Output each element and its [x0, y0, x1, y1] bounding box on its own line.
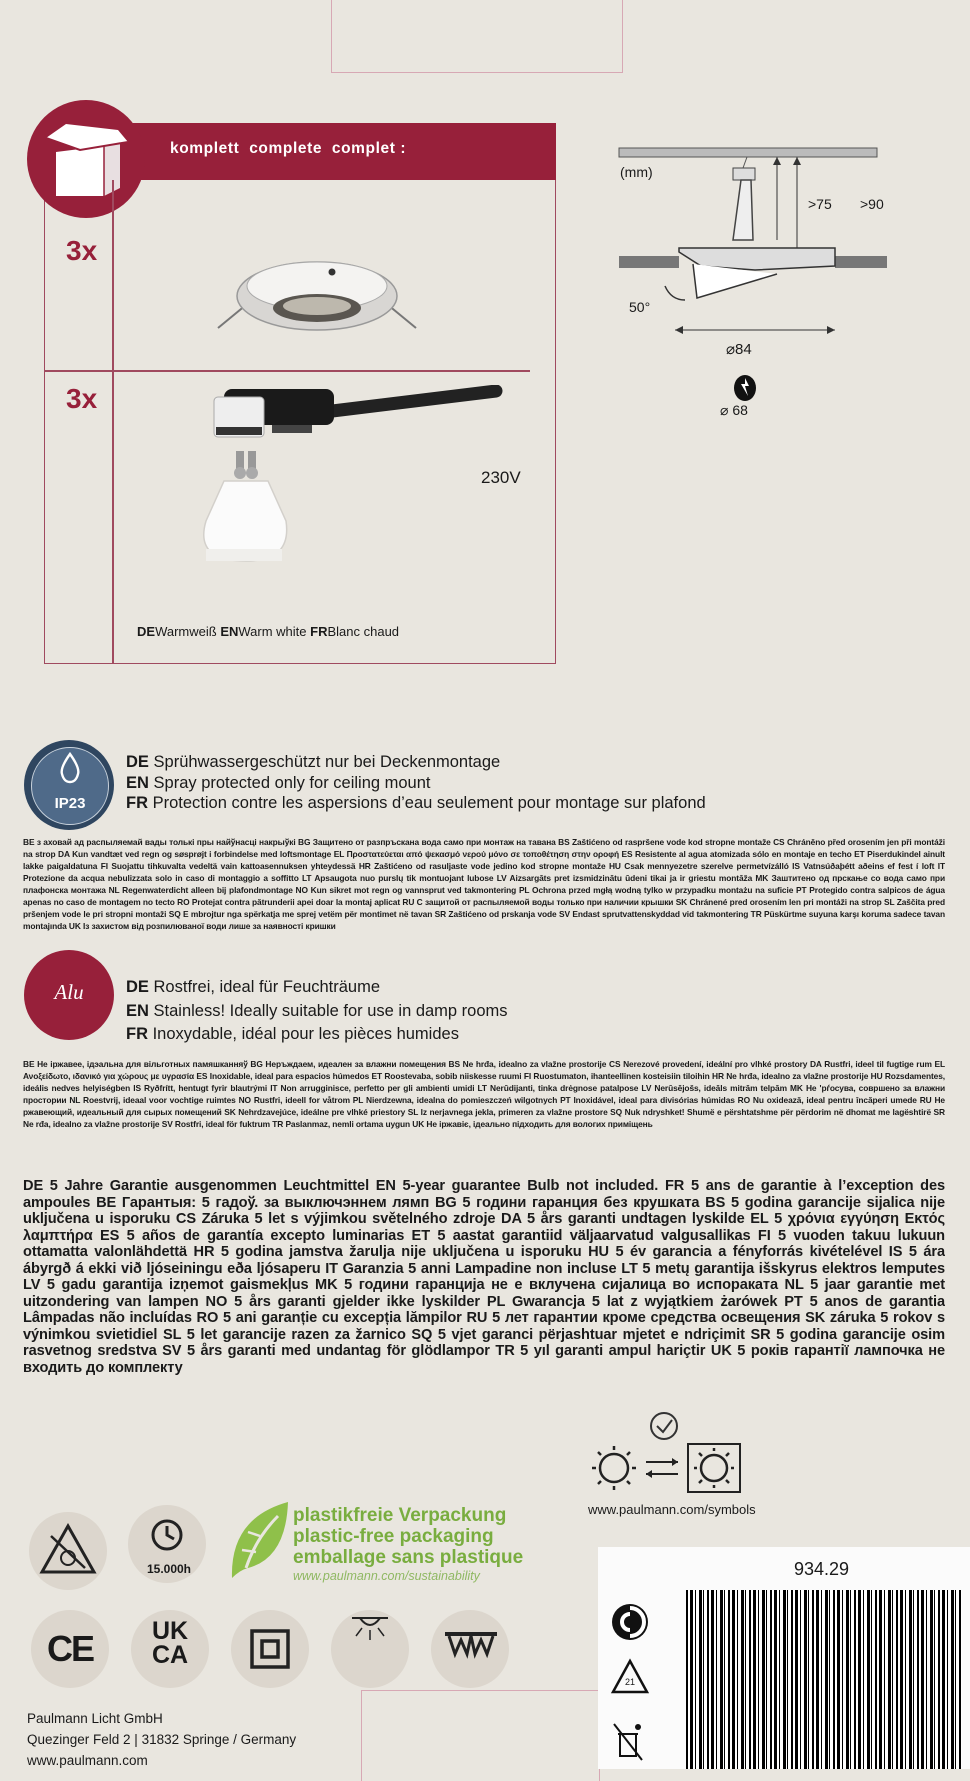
- diameter-label: ⌀84: [726, 341, 752, 358]
- lang-code: DE: [126, 753, 149, 771]
- lifetime-label: 15.000h: [146, 1562, 192, 1576]
- ip23-lines: [126, 752, 706, 814]
- ip23-text: Protection contre les aspersions d’eau seulement pour montage sur plafond: [152, 794, 706, 812]
- alu-text: Stainless! Ideally suitable for use in damp rooms: [153, 1001, 508, 1020]
- barcode: [686, 1590, 962, 1769]
- eco-line-en: plastic-free packaging: [293, 1526, 494, 1547]
- connector-lamp-image: [196, 385, 506, 575]
- tilt-angle-label: 50°: [629, 299, 651, 315]
- ukca-line-1: UK: [151, 1617, 189, 1645]
- guarantee-text: DE 5 Jahre Garantie ausgenommen Leuchtmittel EN 5-year guarantee Bulb not included. FR 5 ans de garantie à l’exception des ampoules BE Гарантыя: 5 гадоў. за выключэннем лямп BG 5 години гаранция без крушката BS 5 godina garancije sijalica nije uključena u isporuku CS Záruka 5 let s výjimkou světelného zdroje DA 5 års garanti undtagen lyskilde EL 5 χρόνια εγγύηση Εκτός λαμπτήρα ES 5 años de garantía excepto luminarias ET 5 aastat garantiid väljaarvatud valgusallikas FI 5 vuoden takuu lukuun ottamatta valonlähdettä HR 5 godina jamstva žarulja nije uključena u isporuku HU 5 év garancia a fényforrás kivételével IS 5 ára ábyrgð á ekki við ljóseiningu eða ljósaperu IT Garanzia 5 anni Lampadine non incluse LT 5 metų garantija išskyrus elektros lemputes LV 5 gadu garantija izņemot gaismekļus MK 5 години гаранција не е вклучена сијалица во испораката NL 5 jaar garantie met uitzondering van lampen NO 5 års garanti gjelder ikke lyskilder PL Gwarancja 5 lat z wyjątkiem żarówek PT 5 anos de garantia Lâmpadas não incluídas RO 5 ani garanție cu excepția lămpilor RU 5 лет гарантии кроме средства освещения SK záruka 5 rokov s výnimkou svietidiel SL 5 let garancije razen za žarnico SQ 5 vjet garanci përjashtuar mjetet e ndriçimit SR 5 godina garancije osim rasvetnog sredstva SV 5 års garanti med undantag för glödlampor TR 5 yıl garanti ampul hariçtir UK 5 років гарантії лампочка не входить до комплекту: [23, 1178, 945, 1376]
- color-temperature-line: [137, 624, 399, 639]
- ip23-text: Sprühwassergeschützt nur bei Deckenmontage: [153, 753, 501, 771]
- voltage-label: 230V: [481, 468, 521, 487]
- lang-code: DE: [126, 978, 149, 996]
- unit-label: (mm): [620, 164, 653, 180]
- alu-translations: BE Не іржавее, ідэальна для вільготных памяшканняў BG Неръждаем, идеален за влажни помещения BS Ne hrđa, idealno za vlažne prostorije CS Nerezové provedení, ideální pro vlhké prostory DA Rustfri, ideel til fugtige rum EL Ανοξείδωτο, ιδανικό για χώρους με υγρασία ES Inoxidable, ideal para espacios húmedos ET Roostevaba, sobib niiskesse ruumi FI Ruostumaton, ihanteellinen kosteisiin tiloihin HR Ne hrđa, idealno za vlažne prostorije HU Rozsdamentes, ideális nedves helyiségben IS Ryðfrítt, hentugt fyrir blautrými IT Non arrugginisce, perfetto per gli ambienti umidi LT Nerūdijanti, tinka drėgnose patalpose LV Nerūsējošs, ideāls mitrām telpām MK Не 'рѓосува, совршено за влажни простории NL Roestvrij, ideaal voor vochtige ruimtes NO Rustfri, ideell for våtrom PL Nierdzewna, idealna do pomieszczeń wilgotnych PT Inoxidável, ideal para divisórias húmidas RO Nu oxidează, ideal pentru încăperi umede RU Не ржавеющий, идеальный для сырых помещений SK Nehrdzavejúce, ideálne pre vlhké priestory SL Iz nerjavnega jekla, primeren za vlažne prostore SQ Nuk ndryshket! Shumë e përshtatshme për përdorim në dhomat me lagështirë SR Ne rđa, idealno za vlažne prostorije SV Rostfri, ideal för fuktrum TR Paslanmaz, nemli ortama uygun UK Не іржавіє, ідеально підходить для вологих приміщень: [23, 1059, 945, 1129]
- alu-lines: [126, 976, 508, 1047]
- eco-leaf-icon: [226, 1498, 292, 1584]
- recessed-luminaire-image: [212, 238, 422, 338]
- eco-text: [293, 1505, 523, 1584]
- ip23-line-fr: [126, 793, 706, 814]
- eco-line-de: plastikfreie Verpackung: [293, 1505, 507, 1526]
- lang-code: FR: [126, 794, 148, 812]
- lang-code: EN: [126, 1001, 149, 1020]
- alu-badge-text: Alu: [54, 980, 84, 1004]
- row-divider: [44, 370, 530, 372]
- contents-header: komplett complete complet :: [170, 140, 407, 157]
- sun-exchange-symbol: [588, 1408, 748, 1500]
- trash-bin-icon: [612, 1722, 644, 1762]
- lang-code: EN: [126, 773, 149, 792]
- recycle-number: 21: [624, 1677, 635, 1687]
- depth-90-label: >90: [860, 196, 884, 212]
- qty-row-2: 3x: [66, 383, 98, 414]
- lang-code: EN: [220, 624, 239, 639]
- color-text: Warmweiß: [155, 624, 217, 639]
- eco-url: www.paulmann.com/sustainability: [293, 1569, 480, 1583]
- color-text: Blanc chaud: [327, 624, 400, 639]
- lang-code: FR: [310, 624, 328, 639]
- article-number: 934.29: [794, 1559, 850, 1579]
- ip23-translations: BE з аховай ад распыляемай вады толькі пры найўнасці накрыўкі BG Защитено от разпръскана вода само при монтаж на тавана BS Zaštićeno od raspršene vode kod stropne montaže CS Chráněno před orosením jen při montáži na strop DA Kun vandtæt ved regn og søsprøjt i forbindelse med loftsmontage EL Προστατεύεται από ψεκασμό νερού μόνο σε τοποθέτηση στην οροφή ES Resistente al agua atomizada sólo en montaje en techo ET Piserdukindel ainult lakke paigaldatuna FI Suojattu tihkuvalta vedeltä vain kattoasennuksen yhteydessä HR Zaštićeno od rasuljaste vode jedino kod stropne montaže HU Csak mennyezetre szerelve permetvízálló IS Vatnsúðaþétt aðeins ef fest í loft IT Protezione da acqua nebulizzata solo in caso di montaggio a soffitto LT Apsaugota nuo purslų tik montuojant lubose LV Aizsargāts pret izsmidzinātu ūdeni tikai ja ir griestu montāža MK Заштитено од прскање со вода само при плафонска монтажа NL Regenwaterdicht alleen bij plafondmontage NO Kun sikret mot regn og vannsprut ved takmontering PL Ochrona przed mgłą wodną tylko w przypadku montażu na suficie PT Protegido contra salpicos de água apenas no caso de montagem no tecto RO Protejat contra pătrunderii apei doar la montaj aplicat RU С защитой от распыляемой воды только при наличии крышки SK Chránené pred orosením len pri montáži na strop SL Zaščita pred pršenjem vode le pri stropni montaži SQ E mbrojtur nga spërkatja me sprej vetëm për montimet në tavan SR Zaštićeno od prskanja vode SV Endast sprutvattenskyddad vid takmontering TR Püskürtme suyuna karşı koruma sadece tavan montajında UK Із захистом від розпилюваної води лише за наявності кришки: [23, 837, 945, 931]
- top-frame-fragment: [331, 0, 623, 73]
- alu-line-fr: [126, 1023, 508, 1047]
- alu-line-en: [126, 1000, 508, 1024]
- color-text: Warm white: [238, 624, 307, 639]
- cutout-label: ⌀ 68: [720, 402, 748, 418]
- company-name: Paulmann Licht GmbH: [27, 1711, 163, 1726]
- lang-code: FR: [126, 1025, 148, 1043]
- ip23-line-en: [126, 773, 706, 794]
- water-drop-icon: [58, 752, 82, 784]
- cutout-icon: [733, 374, 757, 402]
- bottom-frame-fragment: [361, 1690, 600, 1781]
- depth-75-label: >75: [808, 196, 832, 212]
- symbols-url: www.paulmann.com/symbols: [588, 1502, 756, 1517]
- mm-mark-icon: [443, 1630, 499, 1660]
- ip23-badge-text: IP23: [54, 795, 86, 812]
- alu-text: Inoxydable, idéal pour les pièces humides: [152, 1025, 459, 1043]
- alu-text: Rostfrei, ideal für Feuchträume: [153, 978, 381, 996]
- ce-mark: CE: [46, 1628, 93, 1669]
- green-dot-icon: [610, 1602, 650, 1642]
- company-url: www.paulmann.com: [27, 1753, 148, 1768]
- company-address: Quezinger Feld 2 | 31832 Springe / Germany: [27, 1732, 297, 1747]
- package-box-icon: [40, 122, 132, 202]
- ukca-line-2: CA: [151, 1641, 189, 1669]
- ceiling-light-icon: [348, 1614, 392, 1644]
- ip23-line-de: [126, 752, 706, 773]
- qty-row-1: 3x: [66, 235, 98, 266]
- clock-icon: [150, 1518, 184, 1552]
- lang-code: DE: [137, 624, 156, 639]
- eco-line-fr: emballage sans plastique: [293, 1547, 524, 1568]
- ukca-mark: [131, 1619, 209, 1667]
- protection-class-ii-icon: [249, 1628, 291, 1670]
- no-cover-triangle-icon: [39, 1522, 97, 1578]
- row-column-divider: [112, 180, 114, 663]
- company-block: [27, 1708, 296, 1771]
- ip23-text: Spray protected only for ceiling mount: [153, 773, 431, 792]
- alu-line-de: [126, 976, 508, 1000]
